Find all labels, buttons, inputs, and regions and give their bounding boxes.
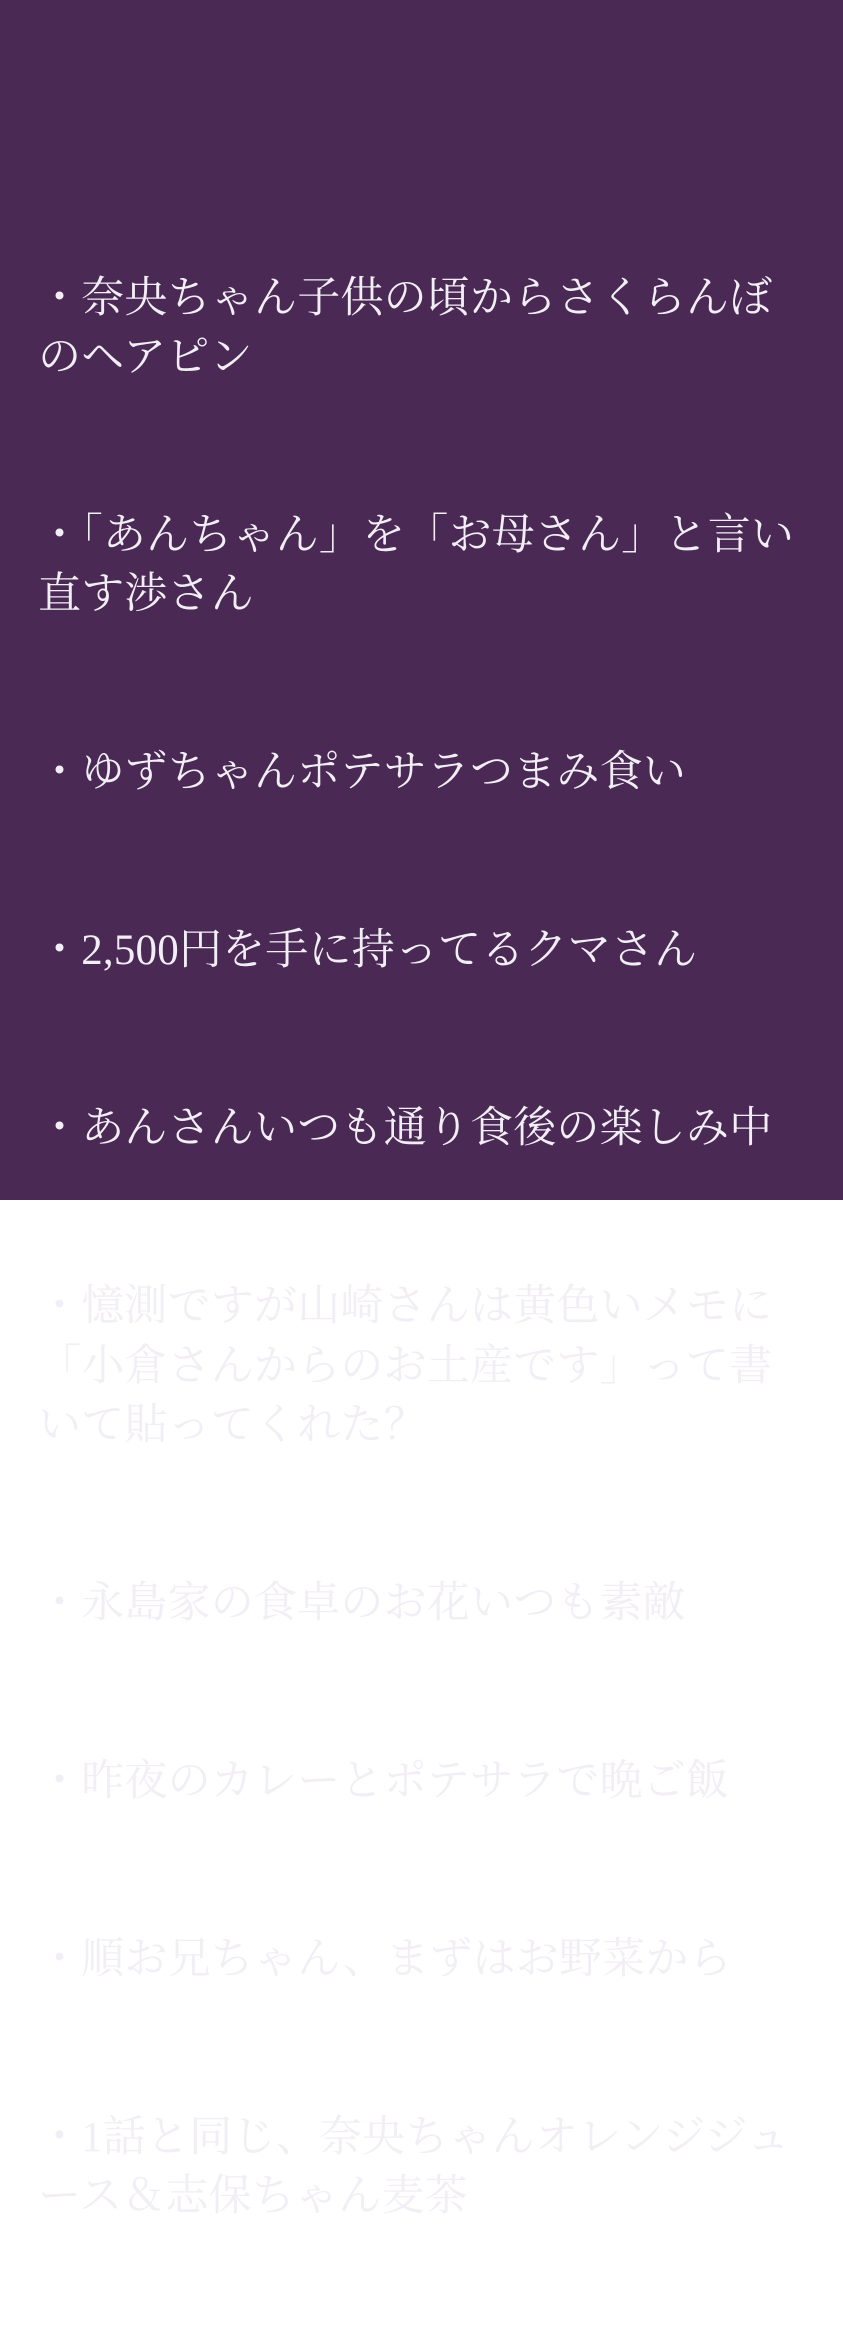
note-line: ・順お兄ちゃん、まずはお野菜から	[38, 1935, 732, 1983]
note-line: ・あんさんいつも通り食後の楽しみ中	[38, 1105, 773, 1153]
note-line: ・2,500円を手に持ってるクマさん	[38, 927, 698, 975]
note-text-body	[38, 150, 813, 2345]
note-line: ・ゆずちゃんポテサラつまみ食い	[38, 749, 686, 797]
note-line: ・永島家の食卓のお花いつも素敵	[38, 1579, 686, 1627]
note-line: ・憶測ですが山崎さんは黄色いメモに「小倉さんからのお土産です」って書いて貼ってくれた？	[38, 1283, 773, 1449]
note-line: ・昨夜のカレーとポテサラで晩ご飯	[38, 1757, 730, 1805]
note-line: ・奈央ちゃん子供の頃からさくらんぼのヘアピン	[38, 274, 773, 381]
note-line: ・「あんちゃん」を「お母さん」と言い直す渉さん	[38, 511, 795, 619]
note-line: ・1話と同じ、奈央ちゃんオレンジジュース＆志保ちゃん麦茶	[38, 2113, 791, 2221]
